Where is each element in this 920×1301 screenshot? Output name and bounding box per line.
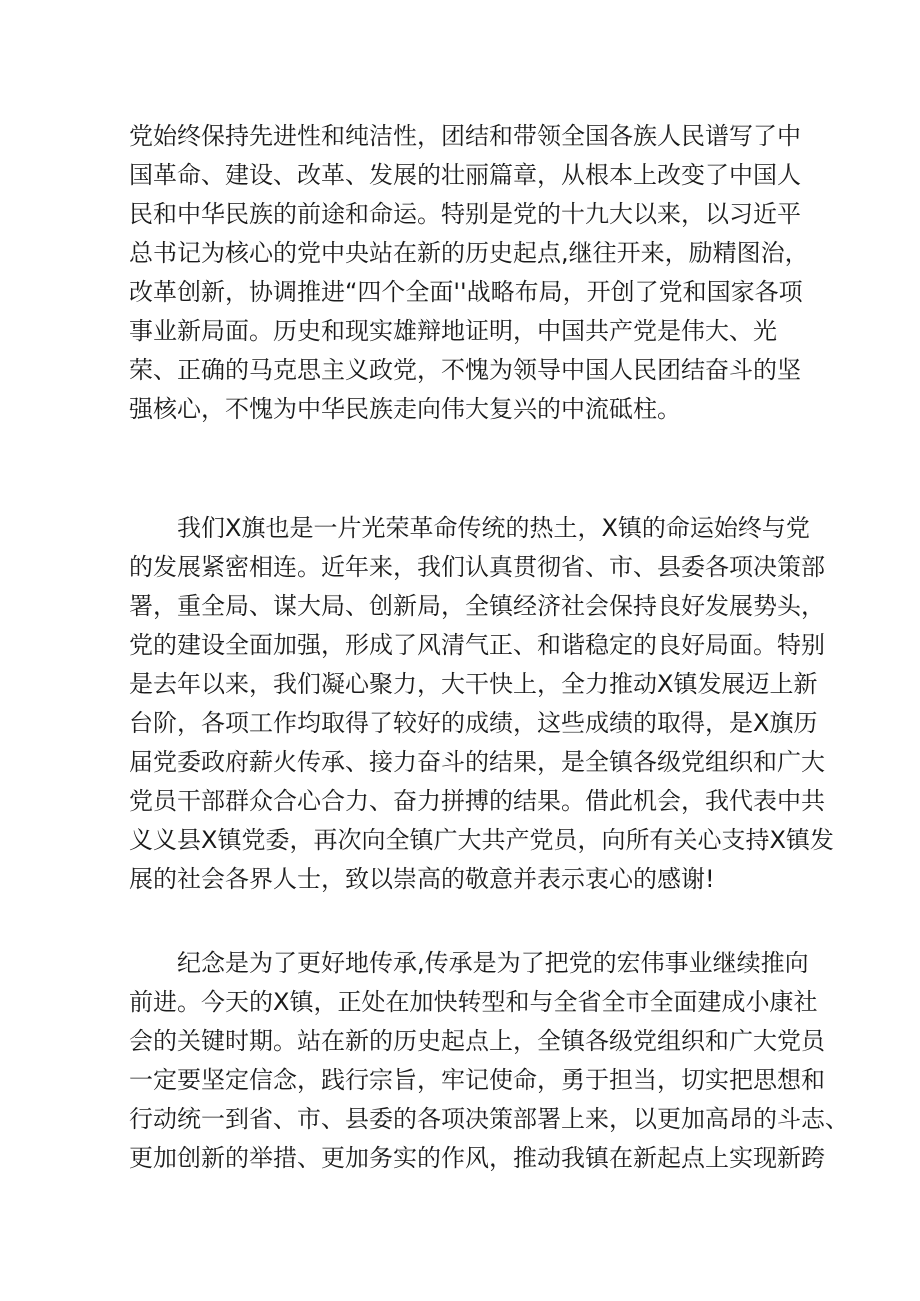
text-line: 事业新局面。历史和现实雄辩地证明，中国共产党是伟大、光 <box>129 317 777 345</box>
text-line: 是去年以来，我们凝心聚力，大干快上，全力推动X镇发展迈上新 <box>129 670 818 698</box>
text-line: 义义县X镇党委，再次向全镇广大共产党员，向所有关心支持X镇发 <box>129 826 834 854</box>
text-line: 国革命、建设、改革、发展的壮丽篇章，从根本上改变了中国人 <box>129 161 801 189</box>
text-line: 改革创新，协调推进“四个全面''战略布局，开创了党和国家各项 <box>129 278 803 306</box>
text-line: 党员干部群众合心合力、奋力拼搏的结果。借此机会，我代表中共 <box>129 787 825 815</box>
text-line: 行动统一到省、市、县委的各项决策部署上来，以更加高昂的斗志、 <box>129 1105 849 1133</box>
text-line: 党的建设全面加强，形成了风清气正、和谐稳定的良好局面。特别 <box>129 631 825 659</box>
text-line: 一定要坚定信念，践行宗旨，牢记使命，勇于担当，切实把思想和 <box>129 1066 825 1094</box>
text-line: 届党委政府薪火传承、接力奋斗的结果，是全镇各级党组织和广大 <box>129 748 825 776</box>
text-line: 台阶，各项工作均取得了较好的成绩，这些成绩的取得，是X旗历 <box>129 709 818 737</box>
paragraph-3 <box>129 944 849 1178</box>
text-line: 前进。今天的X镇，正处在加快转型和与全省全市全面建成小康社 <box>129 988 818 1016</box>
text-line: 总书记为核心的党中央站在新的历史起点,继往开来，励精图治， <box>129 239 809 267</box>
text-line: 纪念是为了更好地传承,传承是为了把党的宏伟事业继续推向 <box>177 949 809 977</box>
text-line: 署，重全局、谋大局、创新局，全镇经济社会保持良好发展势头， <box>129 592 825 620</box>
text-line: 荣、正确的马克思主义政党，不愧为领导中国人民团结奋斗的坚 <box>129 356 801 384</box>
text-line: 展的社会各界人士，致以崇高的敬意并表示衷心的感谢! <box>129 865 715 893</box>
text-line: 民和中华民族的前途和命运。特别是党的十九大以来，以习近平 <box>129 200 801 228</box>
text-line: 的发展紧密相连。近年来，我们认真贯彻省、市、县委各项决策部 <box>129 553 825 581</box>
paragraph-1 <box>129 117 809 429</box>
text-line: 强核心，不愧为中华民族走向伟大复兴的中流砥柱。 <box>129 395 681 423</box>
text-line: 会的关键时期。站在新的历史起点上，全镇各级党组织和广大党员 <box>129 1027 825 1055</box>
text-line: 党始终保持先进性和纯洁性，团结和带领全国各族人民谱写了中 <box>129 122 801 150</box>
text-line: 我们X旗也是一片光荣革命传统的热土，X镇的命运始终与党 <box>177 514 810 542</box>
paragraph-2 <box>129 509 834 899</box>
text-line: 更加创新的举措、更加务实的作风，推动我镇在新起点上实现新跨 <box>129 1144 825 1172</box>
